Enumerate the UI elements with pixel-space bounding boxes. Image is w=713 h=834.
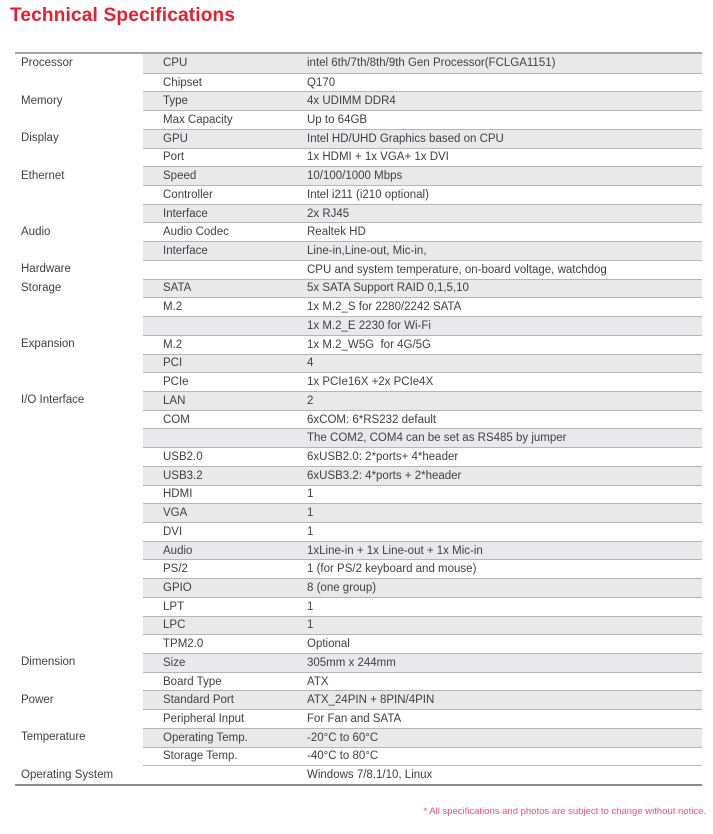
category-cell	[15, 541, 143, 560]
spec-label-cell: Standard Port	[163, 694, 234, 707]
spec-value-cell: 1	[307, 525, 314, 538]
row-detail	[143, 616, 702, 635]
category-cell	[15, 410, 143, 429]
spec-value-cell: 6xUSB3.2: 4*ports + 2*header	[307, 469, 462, 482]
spec-label-cell: LPC	[163, 619, 186, 632]
row-detail	[143, 279, 702, 298]
spec-label-cell: Peripheral Input	[163, 713, 245, 726]
spec-label-cell: Chipset	[163, 76, 202, 89]
table-row	[15, 391, 702, 410]
category-cell: I/O Interface	[15, 391, 143, 410]
table-row	[15, 616, 702, 635]
category-cell	[15, 428, 143, 447]
spec-value-cell: -20°C to 60°C	[307, 731, 379, 744]
row-detail	[143, 653, 702, 672]
category-cell: Power	[15, 690, 143, 709]
table-row	[15, 747, 702, 766]
spec-label-cell: LPT	[163, 600, 185, 613]
category-cell: Ethernet	[15, 166, 143, 185]
table-row	[15, 297, 702, 316]
category-cell: Expansion	[15, 335, 143, 354]
spec-label-cell: Board Type	[163, 675, 222, 688]
category-cell	[15, 485, 143, 504]
spec-value-cell: Up to 64GB	[307, 114, 368, 127]
spec-value-cell: ATX	[307, 675, 329, 688]
spec-label-cell: Interface	[163, 245, 208, 258]
spec-value-cell: 8 (one group)	[307, 581, 377, 594]
row-detail	[143, 410, 702, 429]
category-cell: Processor	[15, 54, 143, 73]
spec-label-cell: Storage Temp.	[163, 750, 238, 763]
table-row	[15, 54, 702, 73]
table-row	[15, 578, 702, 597]
spec-label-cell: TPM2.0	[163, 638, 204, 651]
table-row	[15, 672, 702, 691]
table-row	[15, 597, 702, 616]
category-cell: Memory	[15, 91, 143, 110]
table-row	[15, 222, 702, 241]
row-detail	[143, 466, 702, 485]
row-detail	[143, 391, 702, 410]
row-detail	[143, 485, 702, 504]
category-cell	[15, 709, 143, 728]
table-row	[15, 410, 702, 429]
footnote: * All specifications and photos are subject to change without notice.	[423, 806, 706, 817]
row-detail	[143, 541, 702, 560]
spec-label-cell: PCIe	[163, 376, 189, 389]
row-detail	[143, 91, 702, 110]
spec-value-cell: 1	[307, 619, 314, 632]
table-row	[15, 541, 702, 560]
category-cell	[15, 241, 143, 260]
spec-label-cell: GPIO	[163, 581, 192, 594]
spec-value-cell: 5x SATA Support RAID 0,1,5,10	[307, 282, 469, 295]
row-detail	[143, 204, 702, 223]
table-row	[15, 634, 702, 653]
category-cell	[15, 559, 143, 578]
spec-label-cell: Operating Temp.	[163, 731, 248, 744]
row-detail	[143, 222, 702, 241]
row-detail	[143, 73, 702, 92]
category-cell: Storage	[15, 279, 143, 298]
table-row	[15, 690, 702, 709]
row-detail	[143, 747, 702, 766]
table-row	[15, 316, 702, 335]
spec-value-cell: 1x M.2_S for 2280/2242 SATA	[307, 301, 462, 314]
table-row	[15, 129, 702, 148]
spec-label-cell: Audio Codec	[163, 226, 229, 239]
spec-value-cell: Intel HD/UHD Graphics based on CPU	[307, 132, 504, 145]
spec-label-cell: Type	[163, 95, 188, 108]
spec-value-cell: 4	[307, 357, 314, 370]
row-detail	[143, 522, 702, 541]
table-row	[15, 166, 702, 185]
spec-label-cell: M.2	[163, 301, 183, 314]
spec-value-cell: Optional	[307, 638, 350, 651]
spec-label-cell: DVI	[163, 525, 183, 538]
spec-label-cell	[143, 429, 307, 447]
category-cell: Hardware	[15, 260, 143, 279]
table-row	[15, 765, 702, 784]
category-cell: Operating System	[15, 765, 143, 784]
category-cell	[15, 578, 143, 597]
table-row	[15, 260, 702, 279]
row-detail	[143, 110, 702, 129]
spec-value-cell: 1xLine-in + 1x Line-out + 1x Mic-in	[307, 544, 483, 557]
category-cell	[15, 297, 143, 316]
table-row	[15, 503, 702, 522]
row-detail	[143, 54, 702, 73]
table-row	[15, 709, 702, 728]
table-row	[15, 148, 702, 167]
spec-label-cell: Interface	[163, 207, 208, 220]
spec-value-cell: ATX_24PIN + 8PIN/4PIN	[307, 694, 435, 707]
category-cell: Display	[15, 129, 143, 148]
spec-label-cell: Size	[163, 656, 186, 669]
spec-label-cell: CPU	[163, 57, 188, 70]
spec-label-cell	[143, 317, 307, 335]
category-cell	[15, 672, 143, 691]
row-detail	[143, 765, 702, 784]
spec-value-cell: 10/100/1000 Mbps	[307, 170, 403, 183]
row-detail	[143, 428, 702, 447]
row-detail	[143, 335, 702, 354]
table-row	[15, 73, 702, 92]
row-detail	[143, 354, 702, 373]
category-cell	[15, 204, 143, 223]
row-detail	[143, 260, 702, 279]
table-row	[15, 559, 702, 578]
category-cell	[15, 522, 143, 541]
table-row	[15, 485, 702, 504]
table-row	[15, 335, 702, 354]
spec-label-cell: LAN	[163, 394, 186, 407]
row-detail	[143, 316, 702, 335]
spec-label-cell: Port	[163, 151, 185, 164]
spec-value-cell: 1x M.2_E 2230 for Wi-Fi	[307, 319, 431, 332]
category-cell	[15, 372, 143, 391]
spec-value-cell: 1	[307, 488, 314, 501]
spec-label-cell: USB3.2	[163, 469, 203, 482]
spec-value-cell: Intel i211 (i210 optional)	[307, 188, 429, 201]
spec-value-cell: 1	[307, 507, 314, 520]
spec-label-cell: HDMI	[163, 488, 193, 501]
table-row	[15, 428, 702, 447]
spec-value-cell: 1x HDMI + 1x VGA+ 1x DVI	[307, 151, 449, 164]
category-cell	[15, 447, 143, 466]
table-row	[15, 522, 702, 541]
spec-value-cell: 6xUSB2.0: 2*ports+ 4*header	[307, 450, 459, 463]
row-detail	[143, 148, 702, 167]
spec-label-cell: COM	[163, 413, 190, 426]
spec-label-cell: Controller	[163, 188, 213, 201]
spec-label-cell: Audio	[163, 544, 193, 557]
spec-value-cell: intel 6th/7th/8th/9th Gen Processor(FCLGA1151)	[307, 57, 556, 70]
row-detail	[143, 185, 702, 204]
category-cell	[15, 634, 143, 653]
spec-value-cell: Line-in,Line-out, Mic-in,	[307, 245, 427, 258]
spec-value-cell: 305mm x 244mm	[307, 656, 396, 669]
category-cell	[15, 316, 143, 335]
spec-label-cell: M.2	[163, 338, 183, 351]
spec-label-cell: GPU	[163, 132, 188, 145]
spec-label-cell: Speed	[163, 170, 197, 183]
spec-value-cell: 1 (for PS/2 keyboard and mouse)	[307, 563, 477, 576]
category-cell	[15, 503, 143, 522]
table-row	[15, 185, 702, 204]
category-cell	[15, 185, 143, 204]
category-cell: Temperature	[15, 728, 143, 747]
category-cell	[15, 354, 143, 373]
table-row	[15, 279, 702, 298]
spec-label-cell: PCI	[163, 357, 183, 370]
spec-value-cell: 1x PCIe16X +2x PCIe4X	[307, 376, 434, 389]
spec-label-cell: Max Capacity	[163, 114, 233, 127]
table-row	[15, 372, 702, 391]
row-detail	[143, 597, 702, 616]
table-row	[15, 91, 702, 110]
row-detail	[143, 503, 702, 522]
spec-value-cell: For Fan and SATA	[307, 713, 402, 726]
row-detail	[143, 672, 702, 691]
spec-value-cell: 1x M.2_W5G for 4G/5G	[307, 338, 431, 351]
row-detail	[143, 634, 702, 653]
category-cell: Audio	[15, 222, 143, 241]
row-detail	[143, 690, 702, 709]
row-detail	[143, 297, 702, 316]
row-detail	[143, 578, 702, 597]
row-detail	[143, 447, 702, 466]
spec-value-cell: CPU and system temperature, on-board voltage, watchdog	[307, 263, 607, 276]
table-row	[15, 110, 702, 129]
table-row	[15, 241, 702, 260]
spec-value-cell: -40°C to 80°C	[307, 750, 379, 763]
row-detail	[143, 728, 702, 747]
table-row	[15, 447, 702, 466]
spec-label-cell: SATA	[163, 282, 192, 295]
table-row	[15, 466, 702, 485]
category-cell: Dimension	[15, 653, 143, 672]
category-cell	[15, 110, 143, 129]
spec-label-cell	[143, 766, 307, 784]
page-title: Technical Specifications	[10, 5, 236, 26]
category-cell	[15, 466, 143, 485]
category-cell	[15, 747, 143, 766]
category-cell	[15, 616, 143, 635]
table-row	[15, 354, 702, 373]
table-row	[15, 653, 702, 672]
spec-value-cell: 4x UDIMM DDR4	[307, 95, 396, 108]
spec-value-cell: Realtek HD	[307, 226, 366, 239]
category-cell	[15, 73, 143, 92]
table-row	[15, 204, 702, 223]
row-detail	[143, 709, 702, 728]
spec-table	[15, 52, 702, 786]
table-row	[15, 728, 702, 747]
spec-label-cell: USB2.0	[163, 450, 203, 463]
spec-label-cell: VGA	[163, 507, 188, 520]
spec-value-cell: 1	[307, 600, 314, 613]
category-cell	[15, 148, 143, 167]
category-cell	[15, 597, 143, 616]
row-detail	[143, 559, 702, 578]
spec-label-cell: PS/2	[163, 563, 188, 576]
row-detail	[143, 241, 702, 260]
spec-value-cell: 6xCOM: 6*RS232 default	[307, 413, 437, 426]
spec-value-cell: The COM2, COM4 can be set as RS485 by jumper	[307, 432, 567, 445]
spec-value-cell: Windows 7/8.1/10, Linux	[307, 769, 433, 782]
spec-value-cell: 2	[307, 394, 314, 407]
row-detail	[143, 372, 702, 391]
spec-value-cell: Q170	[307, 76, 336, 89]
spec-value-cell: 2x RJ45	[307, 207, 350, 220]
spec-label-cell	[143, 261, 307, 279]
row-detail	[143, 129, 702, 148]
row-detail	[143, 166, 702, 185]
